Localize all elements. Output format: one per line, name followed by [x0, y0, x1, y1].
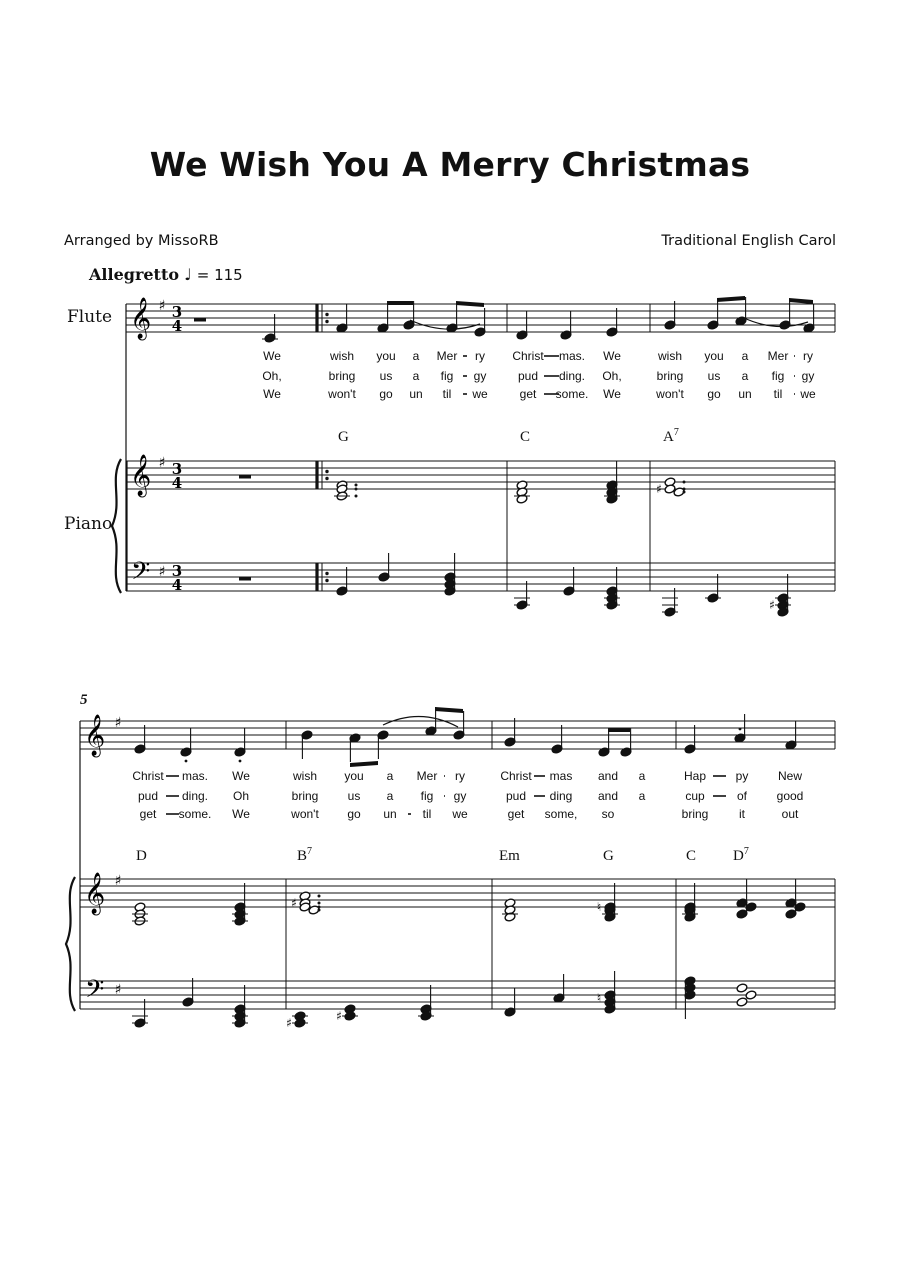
lyric-syllable: We [232, 807, 250, 821]
lyric-syllable: wish [657, 349, 683, 363]
lyric-syllable: you [344, 769, 364, 783]
lyric-syllable: ding. [181, 789, 209, 803]
beam [608, 728, 630, 732]
treble-clef-icon: 𝄞 [130, 455, 152, 496]
lyric-syllable: you [704, 349, 724, 363]
chord-note [736, 983, 748, 993]
chord-note [745, 990, 757, 1000]
lyric-syllable: Oh [232, 789, 250, 803]
chord-symbol [686, 848, 696, 864]
lyric-syllable: a [412, 349, 420, 363]
lyric-syllable: wish [292, 769, 318, 783]
lyric-syllable: ding. [558, 369, 586, 383]
repeat-dot [325, 470, 328, 473]
lyric-syllable: Oh, [602, 369, 622, 383]
lyric-syllable: pud [137, 789, 159, 803]
bass-clef-icon: 𝄢 [85, 975, 105, 1010]
beam [717, 296, 745, 302]
lyric-syllable: Christ [132, 769, 164, 783]
lyric-syllable: it [739, 807, 745, 821]
lyric-syllable: Hap [683, 769, 707, 783]
lyric-syllable: un [738, 387, 752, 401]
lyric-syllable: py [735, 769, 749, 783]
beam [789, 298, 813, 304]
chord-root: G [603, 848, 614, 864]
chord-symbol [520, 429, 530, 445]
lyric-syllable: bring [656, 369, 684, 383]
lyric-syllable: us [379, 369, 393, 383]
measure-number: 5 [80, 692, 88, 708]
tempo-bpm: = 115 [196, 266, 243, 284]
note-dot [683, 481, 686, 484]
chord-root: G [338, 429, 349, 445]
lyric-syllable: go [379, 387, 393, 401]
lyric-syllable: mas. [558, 349, 586, 363]
lyric-syllable: fig [440, 369, 454, 383]
accidental-icon: ♮ [596, 991, 602, 1005]
lyric-syllable: won't [291, 807, 319, 821]
lyric-syllable: of [736, 789, 748, 803]
note-dot [318, 902, 321, 905]
beam [435, 707, 463, 713]
lyric-syllable: some. [555, 387, 589, 401]
note-dot [355, 495, 358, 498]
lyric-syllable: get [507, 807, 525, 821]
staccato-dot [185, 760, 188, 763]
lyric-syllable: mas. [181, 769, 209, 783]
lyric-syllable: un [383, 807, 397, 821]
whole-rest [194, 318, 206, 322]
lyric-syllable: Mer [436, 349, 458, 363]
chord-symbol [136, 848, 147, 864]
beam [456, 301, 484, 307]
piano-label: Piano [64, 514, 113, 534]
lyric-syllable: a [638, 789, 646, 803]
lyric-syllable: we [452, 807, 468, 821]
lyric-syllable: We [603, 387, 621, 401]
lyric-syllable: we [472, 387, 488, 401]
time-signature-top: 3 [171, 562, 183, 580]
lyric-syllable: gy [473, 369, 487, 383]
chord-symbol [297, 846, 312, 864]
lyric-syllable: won't [328, 387, 356, 401]
lyric-syllable: We [232, 769, 250, 783]
lyric-syllable: We [263, 387, 281, 401]
lyric-syllable: wish [329, 349, 355, 363]
lyric-syllable: til [422, 807, 432, 821]
lyric-syllable: some, [544, 807, 578, 821]
chord-symbol [663, 427, 679, 445]
bass-key-sharp-icon: ♯ [114, 982, 122, 998]
lyric-syllable: a [741, 349, 749, 363]
lyric-syllable: ding [549, 789, 573, 803]
lyric-syllable: so [601, 807, 615, 821]
repeat-dot [325, 572, 328, 575]
chord-symbol [603, 848, 614, 864]
lyric-syllable: fig [771, 369, 785, 383]
treble-clef-icon: 𝄞 [84, 873, 106, 914]
repeat-dot [325, 313, 328, 316]
time-signature-bottom: 4 [171, 474, 183, 492]
lyric-syllable: bring [681, 807, 709, 821]
accidental-icon: ♯ [286, 1016, 292, 1030]
lyric-syllable: Mer [416, 769, 438, 783]
lyric-syllable: mas [549, 769, 573, 783]
chord-root: Em [499, 848, 520, 864]
accidental-icon: ♯ [336, 1009, 342, 1023]
flute-key-sharp-icon: ♯ [114, 715, 122, 731]
lyric-syllable: get [519, 387, 537, 401]
time-signature-top: 3 [171, 460, 183, 478]
chord-extension: 7 [673, 427, 679, 438]
lyric-syllable: we [800, 387, 816, 401]
lyric-syllable: and [597, 789, 619, 803]
lyric-syllable: and [597, 769, 619, 783]
chord-root: D [136, 848, 147, 864]
treble-clef-icon: 𝄞 [84, 715, 106, 756]
chord-root: A [663, 429, 674, 445]
chord-root: C [520, 429, 531, 445]
lyric-syllable: won't [656, 387, 684, 401]
lyric-syllable: ry [475, 349, 485, 363]
notes-layer [132, 296, 815, 1030]
lyric-syllable: Oh, [262, 369, 282, 383]
lyric-syllable: cup [685, 789, 705, 803]
lyric-syllable: bring [291, 789, 319, 803]
chord-symbol [499, 848, 520, 864]
staff-layer [66, 297, 835, 1011]
lyric-syllable: We [603, 349, 621, 363]
piano-brace [66, 877, 75, 1011]
lyric-syllable: Christ [512, 349, 544, 363]
repeat-dot [325, 320, 328, 323]
lyric-syllable: a [638, 769, 646, 783]
lyric-syllable: some. [178, 807, 212, 821]
lyric-syllable: a [386, 789, 394, 803]
note-dot [318, 895, 321, 898]
text-layer [80, 349, 816, 864]
flute-label: Flute [67, 307, 113, 327]
staccato-dot [239, 760, 242, 763]
staccato-dot [739, 728, 742, 731]
bass-clef-icon: 𝄢 [131, 557, 151, 592]
chord-extension: 7 [307, 846, 313, 857]
beam [387, 301, 413, 305]
chord-extension: 7 [743, 846, 749, 857]
accidental-icon: ♯ [769, 598, 775, 612]
flute-key-sharp-icon: ♯ [158, 298, 166, 314]
lyric-syllable: Mer [767, 349, 789, 363]
repeat-dot [325, 579, 328, 582]
slur [383, 716, 458, 727]
lyric-syllable: New [777, 769, 803, 783]
lyric-syllable: good [776, 789, 804, 803]
time-signature-bottom: 4 [171, 317, 183, 335]
lyric-syllable: ry [803, 349, 813, 363]
chord-root: B [297, 848, 308, 864]
page-title: We Wish You A Merry Christmas [149, 145, 751, 184]
lyric-syllable: a [741, 369, 749, 383]
treble-clef-icon: 𝄞 [130, 298, 152, 339]
lyric-syllable: us [347, 789, 361, 803]
piano-brace [112, 459, 121, 593]
lyric-syllable: til [773, 387, 783, 401]
accidental-icon: ♯ [656, 482, 662, 496]
chord-note [736, 997, 748, 1007]
lyric-syllable: get [139, 807, 157, 821]
lyric-syllable: gy [801, 369, 815, 383]
lyric-syllable: pud [505, 789, 527, 803]
lyric-syllable: a [386, 769, 394, 783]
chord-symbol [733, 846, 749, 864]
composer-credit: Traditional English Carol [661, 233, 836, 249]
lyric-syllable: gy [453, 789, 467, 803]
bass-key-sharp-icon: ♯ [158, 564, 166, 580]
lyric-syllable: us [707, 369, 721, 383]
lyric-syllable: pud [517, 369, 539, 383]
note-dot [683, 491, 686, 494]
lyric-syllable: bring [328, 369, 356, 383]
lyric-syllable: ry [455, 769, 465, 783]
treble-key-sharp-icon: ♯ [114, 873, 122, 889]
treble-key-sharp-icon: ♯ [158, 455, 166, 471]
lyric-syllable: go [347, 807, 361, 821]
chord-root: D [733, 848, 744, 864]
arranger-credit: Arranged by MissoRB [64, 233, 219, 249]
lyric-syllable: you [376, 349, 396, 363]
lyric-syllable: un [409, 387, 423, 401]
chord-root: C [686, 848, 697, 864]
quarter-note-icon: ♩ [184, 265, 192, 284]
chord-symbol [338, 429, 349, 445]
whole-rest [239, 577, 251, 581]
lyric-syllable: fig [420, 789, 434, 803]
repeat-dot [325, 477, 328, 480]
time-signature-top: 3 [171, 303, 183, 321]
lyric-syllable: Christ [500, 769, 532, 783]
note-dot [355, 488, 358, 491]
note-dot [318, 909, 321, 912]
lyric-syllable: a [412, 369, 420, 383]
accidental-icon: ♯ [291, 896, 297, 910]
beam [350, 761, 378, 767]
tempo-word: Allegretto [89, 265, 179, 284]
note-dot [355, 484, 358, 487]
whole-rest [239, 475, 251, 479]
lyric-syllable: go [707, 387, 721, 401]
time-signature-bottom: 4 [171, 576, 183, 594]
lyric-syllable: We [263, 349, 281, 363]
accidental-icon: ♮ [596, 900, 602, 914]
lyric-syllable: out [781, 807, 799, 821]
lyric-syllable: til [442, 387, 452, 401]
